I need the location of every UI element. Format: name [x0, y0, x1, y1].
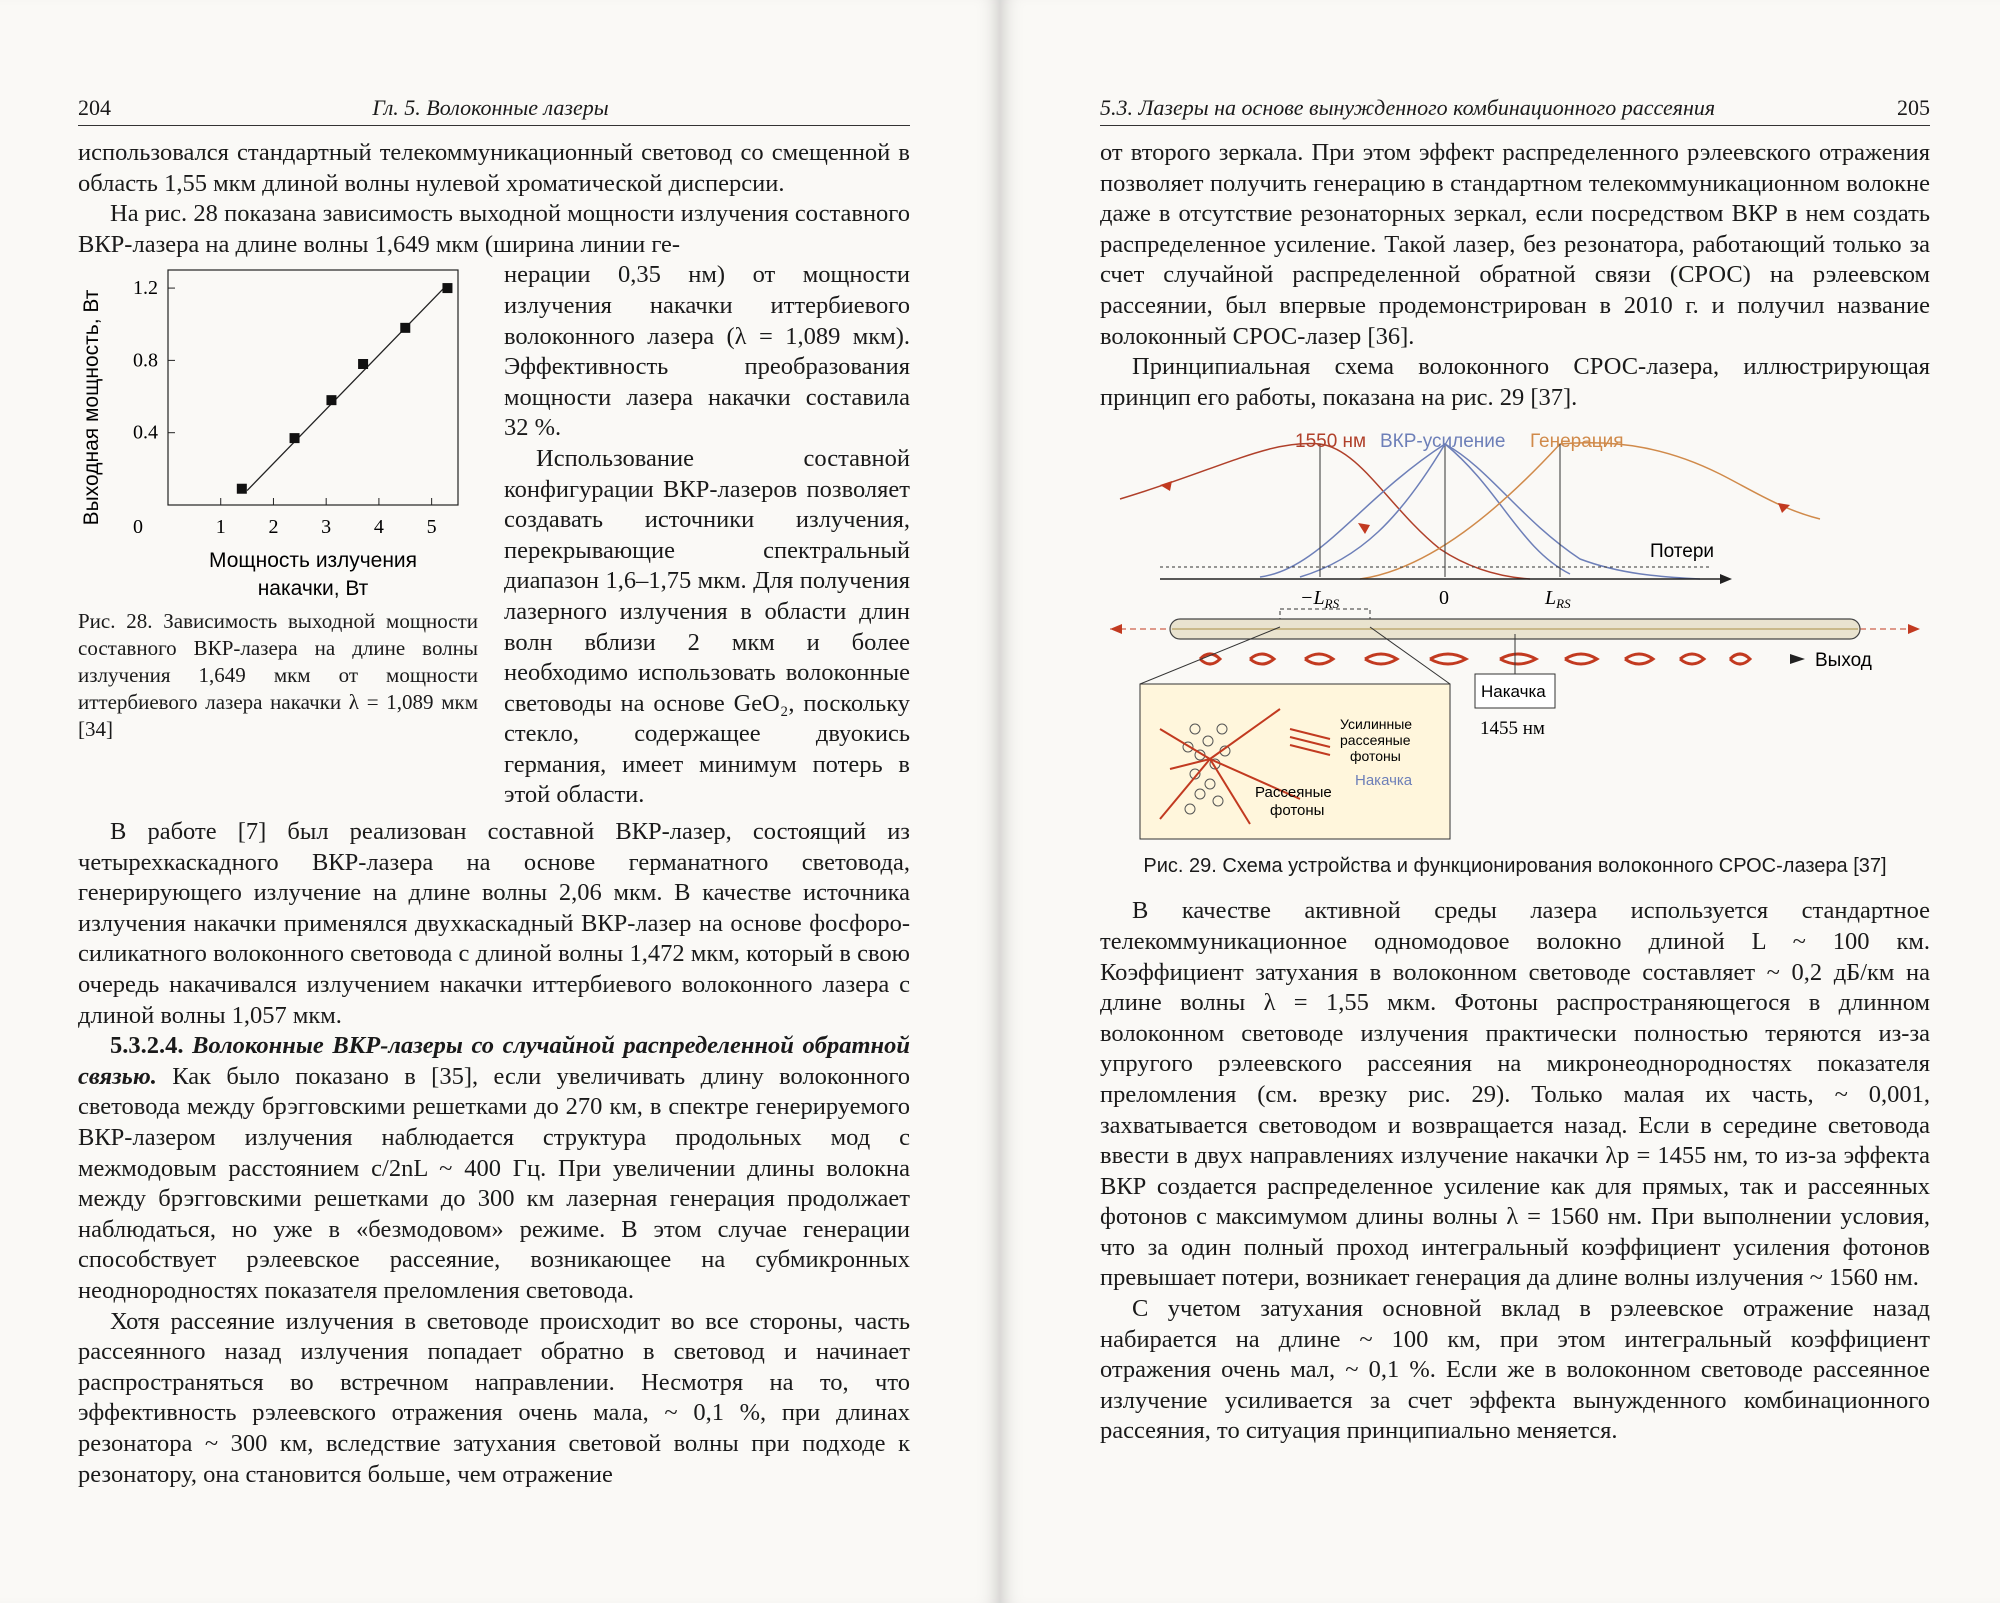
axis-arrowhead	[1720, 574, 1732, 584]
section-number: 5.3.2.4.	[110, 1032, 184, 1060]
section-title: Волоконные ВКР-лазеры со случайной распределенной обратной связью.	[78, 1032, 911, 1090]
figure-28	[78, 260, 478, 811]
inset-pump: Накачка	[1355, 772, 1413, 790]
paragraph: Использование составной конфигурации ВКР-лазеров позволяет создавать источники излучения, перекрывающие спектральный диапазон 1,6–1,75 мкм. Для получения лазерного излучения в области длин волн вблизи 2 мкм и более необходимо использовать волоконные световоды на основе GeO₂, поскольку стекло, содержащее двуокись германия, имеет минимум потерь в этой области.	[504, 444, 910, 809]
paragraph: Хотя рассеяние излучения в световоде происходит во все стороны, часть рассеянного назад излучения попадает обратно в световод и начинает распространяться во встречном направлении. Несмотря на то, что эффективность рэлеевского отражения очень мала, ~ 0,1 %, при длинах резонатора ~ 300 км, вследствие затухания световой волны при подходе к резонатору, она становится больше, чем отражение	[78, 1307, 910, 1488]
chart-28	[78, 260, 478, 600]
figure-caption: Рис. 28. Зависимость выходной мощности составного ВКР-лазера на длине волны излучения 1,649 мкм от мощности иттербиевого лазера накачки λ = 1,089 мкм [34]	[78, 609, 478, 742]
y-tick-label: 1.2	[133, 277, 158, 300]
paragraph: В работе [7] был реализован составной ВКР-лазер, состоящий из четырехкаскадного ВКР-лазера на основе германатного световода, генерирующего излучение на длине волны 2,06 мкм. В качестве источника излучения накачки применялся двухкаскадный ВКР-лазер на основе фосфоро-силикатного волоконного световода с длиной волны 1,472 мкм, который в свою очередь накачивался излучением накачки иттербиевого волоконного лазера с длиной волны 1,057 мкм.	[78, 818, 910, 1029]
figure-29	[1100, 429, 1930, 878]
label-zero: 0	[1439, 587, 1449, 610]
paragraph: от второго зеркала. При этом эффект распределенного рэлеевского отражения позволяет получить генерацию в стандартном телекоммуникационном волокне даже в отсутствие резонаторных зеркал, если посредством ВКР в нем создать распределенное усиление. Такой лазер, без резонатора, работающий только за счет случайной распределенной обратной связи (СРОС) на рэлеевском рассеянии, был впервые продемонстрирован в 2010 г. и получил название волоконный СРОС-лазер [36].	[1100, 139, 1930, 350]
paragraph-text: Как было показано в [35], если увеличивать длину волоконного световода между брэгговскими решетками до 270 км, в спектре генерируемого ВКР-лазером излучения наблюдается структура продольных мод с межмодовым расстоянием c/2nL ~ 400 Гц. При увеличении длины волокна между брэгговскими решетками до 300 км лазерная генерация продолжает наблюдаться, но уже в «безмодовом» режиме. В этом случае генерации способствует рэлеевское рассеяние, возникающее на субмикронных неоднородностях показателя преломления световода.	[78, 1062, 911, 1304]
paragraph: нерации 0,35 нм) от мощности излучения накачки иттербиевого волоконного лазера (λ = 1,089 мкм). Эффективность преобразования мощности лазера накачки составила 32 %.	[504, 261, 910, 442]
curve-gain-left	[1260, 444, 1570, 577]
left-running-head	[78, 95, 910, 126]
output-arrow	[1790, 654, 1805, 664]
paragraph: Принципиальная схема волоконного СРОС-лазера, иллюстрирующая принцип его работы, показана на рис. 29 [37].	[1100, 353, 1930, 411]
label-generation: Генерация	[1530, 431, 1624, 453]
data-point	[290, 433, 300, 443]
paragraph: С учетом затухания основной вклад в рэлеевское отражение назад набирается на длине ~ 100 км, при этом интегральный коэффициент отражения очень мал, ~ 0,1 %. Если же в волоконном световоде рассеянное излучение усиливается за счет эффекта вынужденного комбинационного рассеяния, то ситуация принципиально меняется.	[1100, 1295, 1930, 1445]
label-losses: Потери	[1650, 541, 1715, 563]
data-point	[400, 323, 410, 333]
right-page	[1000, 0, 2000, 1603]
label-output: Выход	[1815, 650, 1872, 672]
x-axis-label-line2: накачки, Вт	[257, 577, 369, 601]
inset-scattered-2: фотоны	[1270, 802, 1325, 820]
figure-caption: Рис. 29. Схема устройства и функционирования волоконного СРОС-лазера [37]	[1143, 855, 1887, 878]
x-tick-label: 4	[373, 516, 384, 539]
x-tick-label: 1	[215, 516, 226, 539]
fit-line	[247, 285, 447, 491]
x-tick-label: 2	[268, 516, 279, 539]
x-tick-label: 3	[321, 516, 332, 539]
arrow-mid	[1358, 523, 1370, 534]
inset-amplified-3: фотоны	[1350, 748, 1401, 765]
arrow-left	[1160, 481, 1172, 491]
fiber-arrow-left	[1110, 624, 1122, 634]
scatter-arrows-row	[1200, 654, 1750, 664]
running-title: Гл. 5. Волоконные лазеры	[372, 95, 609, 120]
x-tick-label: 5	[426, 516, 437, 539]
label-1550: 1550 нм	[1295, 431, 1367, 453]
inset-scattered-1: Рассеяные	[1255, 784, 1332, 802]
inset-amplified-2: рассеяные	[1340, 732, 1411, 749]
figure-wrap-block	[78, 260, 910, 811]
wrap-text	[504, 260, 910, 811]
label-minus-lrs: $-L_{RS}$	[1300, 587, 1340, 612]
data-point	[442, 283, 452, 293]
fiber-arrow-right	[1908, 624, 1920, 634]
x-tick-label: 0	[133, 516, 143, 539]
inset-amplified-1: Усилинные	[1340, 716, 1413, 733]
paragraph: использовался стандартный телекоммуникационный световод со смещенной в область 1,55 мкм длиной волны нулевой хроматической дисперсии.	[78, 139, 910, 197]
label-1455: 1455 нм	[1480, 718, 1545, 740]
right-running-head	[1100, 95, 1930, 126]
label-gain: ВКР-усиление	[1380, 431, 1506, 453]
srfl-diagram	[1100, 429, 1930, 849]
page-number: 204	[78, 95, 111, 120]
section-paragraph	[78, 1031, 910, 1306]
data-point	[358, 359, 368, 369]
curve-generation	[1360, 443, 1820, 579]
plot-frame	[168, 270, 458, 505]
y-axis-label: Выходная мощность, Вт	[80, 290, 103, 526]
y-tick-label: 0.8	[133, 349, 158, 372]
running-title: 5.3. Лазеры на основе вынужденного комбинационного рассеяния	[1100, 95, 1716, 120]
y-tick-label: 0.4	[133, 422, 158, 445]
label-pump: Накачка	[1481, 682, 1546, 702]
data-point	[326, 396, 336, 406]
label-lrs: $L_{RS}$	[1545, 587, 1571, 612]
curve-gain-right	[1300, 444, 1700, 579]
x-axis-label-line1: Мощность излучения	[208, 549, 418, 573]
paragraph: В качестве активной среды лазера используется стандартное телекоммуникационное одномодовое волокно длиной L ~ 100 км. Коэффициент затухания в волоконном световоде составляет ~ 0,2 дБ/км на длине волны λ = 1,55 мкм. Фотоны распространяющегося в длинном волоконном световоде излучения практически полностью теряются из-за упругого рэлеевского рассеяния на микронеоднородностях показателя преломления (см. врезку рис. 29). Только малая их часть, ~ 0,001, захватывается световодом и возвращается назад. Если в середине световода ввести в двух направлениях излучение накачки λp = 1455 нм, то из-за эффекта ВКР создается распределенное усиление как для прямых, так и рассеянных фотонов с максимумом длины волны λ = 1560 нм. При выполнении условия, что за один полный проход интегральный коэффициент усиления фотонов превышает потери, возникает генерация да длине волны излучения ~ 1560 нм.	[1100, 897, 1930, 1292]
paragraph: На рис. 28 показана зависимость выходной мощности излучения составного ВКР-лазера на длине волны 1,649 мкм (ширина линии ге-	[78, 200, 910, 258]
page-number: 205	[1897, 95, 1930, 120]
data-point	[237, 484, 247, 494]
curve-1550	[1120, 444, 1530, 580]
